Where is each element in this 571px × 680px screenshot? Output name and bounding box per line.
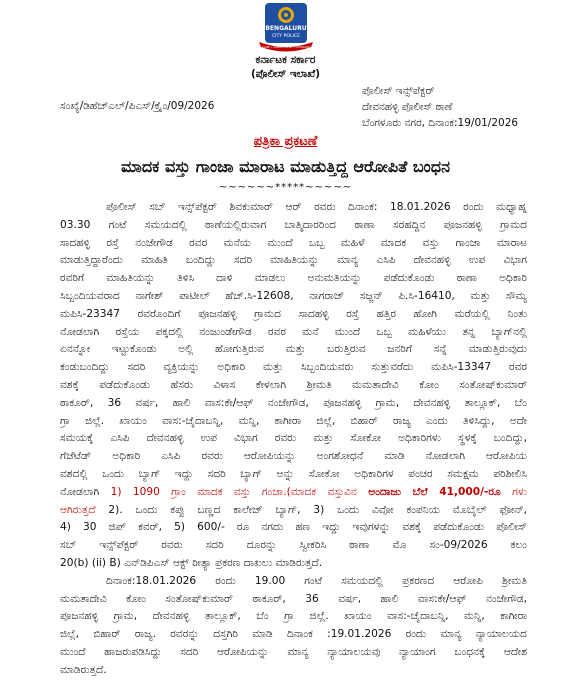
issuer-officer: ಪೊಲೀಸ್ ಇನ್ಸ್‌ಪೆಕ್ಟರ್ (362, 85, 435, 97)
issuer-block (362, 83, 518, 131)
paragraph-line: ದಿನಾಂಕ:18.01.2026 ರಂದು 19.00 ಗಂಟೆ ಸಮಯದಲ್ಲಿ ಪ್ರಕರಣದ ಆರೋಪಿ ಶ್ರೀಮತಿ (106, 574, 527, 587)
emblem-text-top: BENGALURU (264, 25, 307, 32)
seized-items-lead: ನೋಡಲಾಗಿ (60, 485, 111, 498)
press-release-title: ಪತ್ರಿಕಾ ಪ್ರಕಟಣೆ (253, 134, 318, 149)
paragraph-line: ಮಪಿಸಿ-23347 ರವರೊಂದಿಗೆ ಪೂಜನಹಳ್ಳಿ ಗ್ರಾಮದ ಸಾದಹಳ್ಳಿ ರಸ್ತೆ ಹತ್ತಿರ ಹೋಗಿ ಮರೆಯಲ್ಲಿ ನಿಂತು (60, 307, 527, 320)
paragraph-line: ಏನನ್ನೋ ಇಟ್ಟುಕೊಂಡು ಅಲ್ಲಿ ಹೋಗುತ್ತಿರುವ ಮತ್ತು ಬರುತ್ತಿರುವ ಜನರಿಗೆ ಸನ್ನೆ ಮಾಡುತ್ತಿರುವುದು (60, 343, 527, 356)
seized-items-rest: 2). ಒಂದು ಕಪ್ಪು ಬಣ್ಣದ ಕಾಲೇಜ್ ಬ್ಯಾಗ್, 3) ಒಂದು ವಿವೋ ಕಂಪನಿಯ ಮೊಬೈಲ್ ಫೋನ್, (95, 503, 527, 516)
police-emblem-icon (255, 2, 317, 52)
paragraph-line: ರವರಿಗೆ ಮಾಹಿತಿಯನ್ನು ತಿಳಿಸಿ ದಾಳಿ ಮಾಡಲು ಅನುಮತಿಯನ್ನು ಪಡೆದುಕೊಂಡು ಠಾಣಾ ಅಧಿಕಾರಿ (60, 272, 527, 285)
seized-ganja-end: ಆಗಿರುತ್ತದೆ (60, 503, 96, 516)
paragraph-line: ಸಬ್ ಇನ್ಸ್‌ಪೆಕ್ಟರ್ ರವರು ಸದರಿ ದೂರನ್ನು ಸ್ವೀಕರಿಸಿ ಠಾಣಾ ಮೊ ಸಂ-09/2026 ಕಲಂ (60, 539, 527, 552)
case-registration-line: 20(b) (ii) B) ಎನ್‌ಡಿಪಿಎಸ್ ಆಕ್ಟ್ ರೀತ್ಯಾ ಪ್ರಕರಣ ದಾಖಲು ಮಾಡಿರುತ್ತದೆ. (60, 556, 323, 569)
paragraph-line: ಸಮಯಕ್ಕೆ ಎಸಿಪಿ ದೇವನಹಳ್ಳಿ ಉಪ ವಿಭಾಗ ರವರು ಮತ್ತು ಸೋಕೋ ಅಧಿಕಾರಿಗಳು ಸ್ಥಳಕ್ಕೆ ಬಂದಿದ್ದು, (60, 432, 527, 445)
paragraph-line: 4) 30 ಜಿಪ್ ಕವರ್, 5) 600/- ರೂ ನಗದು ಹಣ ಇದ್ದು ಇವುಗಳನ್ನು ವಶಕ್ಕೆ ಪಡೆದುಕೊಂಡು ಪೊಲೀಸ್ (60, 521, 527, 534)
seized-ganja-value: ಅಂದಾಜು ಬೆಲೆ 41,000/-ರೂ (368, 485, 501, 498)
paragraph-line: ಕಂಡುಬಂದಿದ್ದು ಸದರಿ ವ್ಯಕ್ತಿಯನ್ನು ಅಧಿಕಾರಿ ಮತ್ತು ಸಿಬ್ಬಂದಿಯವರು ಸುತ್ತುವರೆದು ಮಪಿಸಿ-13347 ರವರ (60, 361, 527, 374)
issue-place-date: ಬೆಂಗಳೂರು ನಗರ, ದಿನಾಂಕ:19/01/2026 (362, 117, 519, 129)
department-name: (ಪೊಲೀಸ್ ಇಲಾಖೆ) (250, 68, 321, 80)
body-text (60, 199, 527, 680)
paragraph-line: ಮುಂದೆ ಹಾಜರುಪಡಿಸಿದ್ದು ಸದರಿ ಆರೋಪಿಯನ್ನು ಮಾನ್ಯ ನ್ಯಾಯಾಲಯವು ನ್ಯಾಯಾಂಗ ಬಂಧನಕ್ಕೆ ಆದೇಶ (60, 645, 527, 658)
paragraph-line: ಠಾಕೂರ್, 36 ವರ್ಷ, ಹಾಲಿ ವಾಸ:ಕೇ/ಆಫ್ ನಂಜೇಗೌಡ, ಪೂಜನಹಳ್ಳಿ ಗ್ರಾಮ, ದೇವನಹಳ್ಳಿ ತಾಲ್ಲೂಕ್, ಬೆಂ (60, 396, 527, 409)
seized-ganja-suffix: ಗಳು (500, 485, 527, 498)
emblem-ribbon: CARE • COMMITMENT • COURAGE (261, 45, 310, 49)
paragraph-line: ಗೆಜೆಟೆಡ್ ಅಧಿಕಾರಿ ಎಸಿಪಿ ರವರು ಆರೋಪಿಯನ್ನು ಅಂಗಶೋಧನೆ ಮಾಡಿ ನೋಡಲಾಗಿ ಆರೋಪಿಯ (60, 450, 527, 463)
headline: ಮಾದಕ ವಸ್ತು ಗಾಂಜಾ ಮಾರಾಟ ಮಾಡುತ್ತಿದ್ದ ಆರೋಪಿತೆ ಬಂಧನ (120, 157, 451, 176)
paragraph-line: 03.30 ಗಂಟೆ ಸಮಯದಲ್ಲಿ ಠಾಣೆಯಲ್ಲಿರುವಾಗ ಬಾತ್ಮಿದಾರರಿಂದ ಠಾಣಾ ಸರಹದ್ದಿನ ಪೂಜನಹಳ್ಳಿ ಗ್ರಾಮದ (60, 218, 527, 231)
separator-line: ~~~~~~*****~~~~~ (218, 182, 353, 193)
paragraph-line: ವಶದಲ್ಲಿ ಒಂದು ಬ್ಯಾಗ್ ಇದ್ದು ಸದರಿ ಬ್ಯಾಗ್ ಅನ್ನು ಸೋಕೋ ಅಧಿಕಾರಿಗಳ ಪಂಚರ ಸಮಕ್ಷಮ ಪರಿಶೀಲಿಸಿ (60, 467, 527, 480)
reference-number: ಸಂಖ್ಯೆ/ಡಿಹೆಚ್ಎಲ್/ಪಿಎಸ್/ಕ್ರೈಂ/09/2026 (60, 100, 215, 112)
emblem-text-bottom: CITY POLICE (271, 34, 300, 39)
paragraph-line: ಮಾಡಿರುತ್ತದೆ. (60, 663, 107, 676)
seized-items-line (60, 502, 527, 520)
paragraph-line: ಪೂಜನಹಳ್ಳಿ ಗ್ರಾಮ, ದೇವನಹಳ್ಳಿ ತಾಲ್ಲೂಕ್, ಬೆಂ ಗ್ರಾ ಜಿಲ್ಲೆ. ಖಾಯಂ ವಾಸ:-ಚೈದಾಬನ್ನಿ, ಮನ್ನಿ, ಕಾಗೀರಾ (60, 610, 527, 623)
government-name: ಕರ್ನಾಟಕ ಸರ್ಕಾರ (255, 54, 316, 66)
paragraph-line: ಮಾಡುತ್ತಿದ್ದಾರೆಂದು ಮಾಹಿತಿ ಬಂದಿದ್ದು ಸದರಿ ಮಾಹಿತಿಯನ್ನು ಮಾನ್ಯ ಎಸಿಪಿ ದೇವನಹಳ್ಳಿ ಉಪ ವಿಭಾಗ (60, 254, 527, 267)
paragraph-line: ನೋಡಲಾಗಿ ರಸ್ತೆಯ ಪಕ್ಕದಲ್ಲಿ ನಂಜುಂಡೇಗೌಡ ರವರ ಮನೆ ಮುಂದೆ ಒಬ್ಬ ಮಹಿಳೆಯು ತನ್ನ ಬ್ಯಾಗ್‌ನಲ್ಲಿ (60, 325, 527, 338)
seized-items-line (60, 484, 527, 502)
paragraph-line: ಸಾದಹಳ್ಳಿ ರಸ್ತೆ ನಂಜೇಗೌಡ ರವರ ಮನೆಯ ಮುಂದೆ ಒಬ್ಬ ಮಹಿಳೆ ಮಾದಕ ವಸ್ತು ಗಾಂಜಾ ಮಾರಾಟ (60, 236, 527, 249)
issuer-station: ದೇವನಹಳ್ಳಿ ಪೊಲೀಸ್ ಠಾಣೆ (362, 101, 453, 113)
paragraph-line: ವಶಕ್ಕೆ ಪಡೆದುಕೊಂಡು ಹೆಸರು ವಿಳಾಸ ಕೇಳಲಾಗಿ ಶ್ರೀಮತಿ ಮಮತಾದೇವಿ ಕೋಂ ಸಂತೋಷ್‌ಕುಮಾರ್ (60, 378, 527, 391)
paragraph-line: ಜಿಲ್ಲೆ, ಬಿಹಾರ್ ರಾಜ್ಯ. ರವರನ್ನು ದಸ್ತಗಿರಿ ಮಾಡಿ ದಿನಾಂಕ :19.01.2026 ರಂದು ಮಾನ್ಯ ನ್ಯಾಯಾಲಯದ (60, 628, 527, 641)
paragraph-line: ಮಮತಾದೇವಿ ಕೋಂ ಸಂತೋಷ್‌ಕುಮಾರ್ ಠಾಕೂರ್, 36 ವರ್ಷ, ಹಾಲಿ ವಾಸ:ಕೇ/ಆಫ್ ನಂಜೇಗೌಡ, (60, 592, 527, 605)
seized-ganja-quantity: 1) 1090 ಗ್ರಾಂ ಮಾದಕ ವಸ್ತು ಗಂಜಾ.(ಮಾದಕ ವಸ್ತುವಿನ (110, 485, 369, 498)
paragraph-line: ಗ್ರಾ ಜಿಲ್ಲೆ. ಖಾಯಂ ವಾಸ:-ಚೈದಾಬನ್ನಿ, ಮನ್ನಿ, ಕಾಗೀರಾ ಜಿಲ್ಲೆ, ಬಿಹಾರ್ ರಾಜ್ಯ ಎಂದು ತಿಳಿಸಿದ್ದು, ಅದೇ (60, 414, 527, 427)
paragraph-line: ಸಿಬ್ಬಂದಿಯವರಾದ ನಾಗೇಶ್ ಪಾಟೀಲ್ ಹೆಚ್.ಸಿ-12608, ನಾಗರಾಜ್ ಸಜ್ಜನ್ ಪಿ.ಸಿ-16410, ಮತ್ತು ಸೌಮ್ಯ (60, 289, 527, 302)
paragraph-line: ಪೊಲೀಸ್ ಸಬ್ ಇನ್ಸ್‌ಪೆಕ್ಟರ್ ಶಿವಕುಮಾರ್ ಆರ್ ರವರು ದಿನಾಂಕ: 18.01.2026 ರಂದು ಮಧ್ಯಾಹ್ನ (106, 201, 527, 213)
police-emblem (0, 2, 571, 56)
